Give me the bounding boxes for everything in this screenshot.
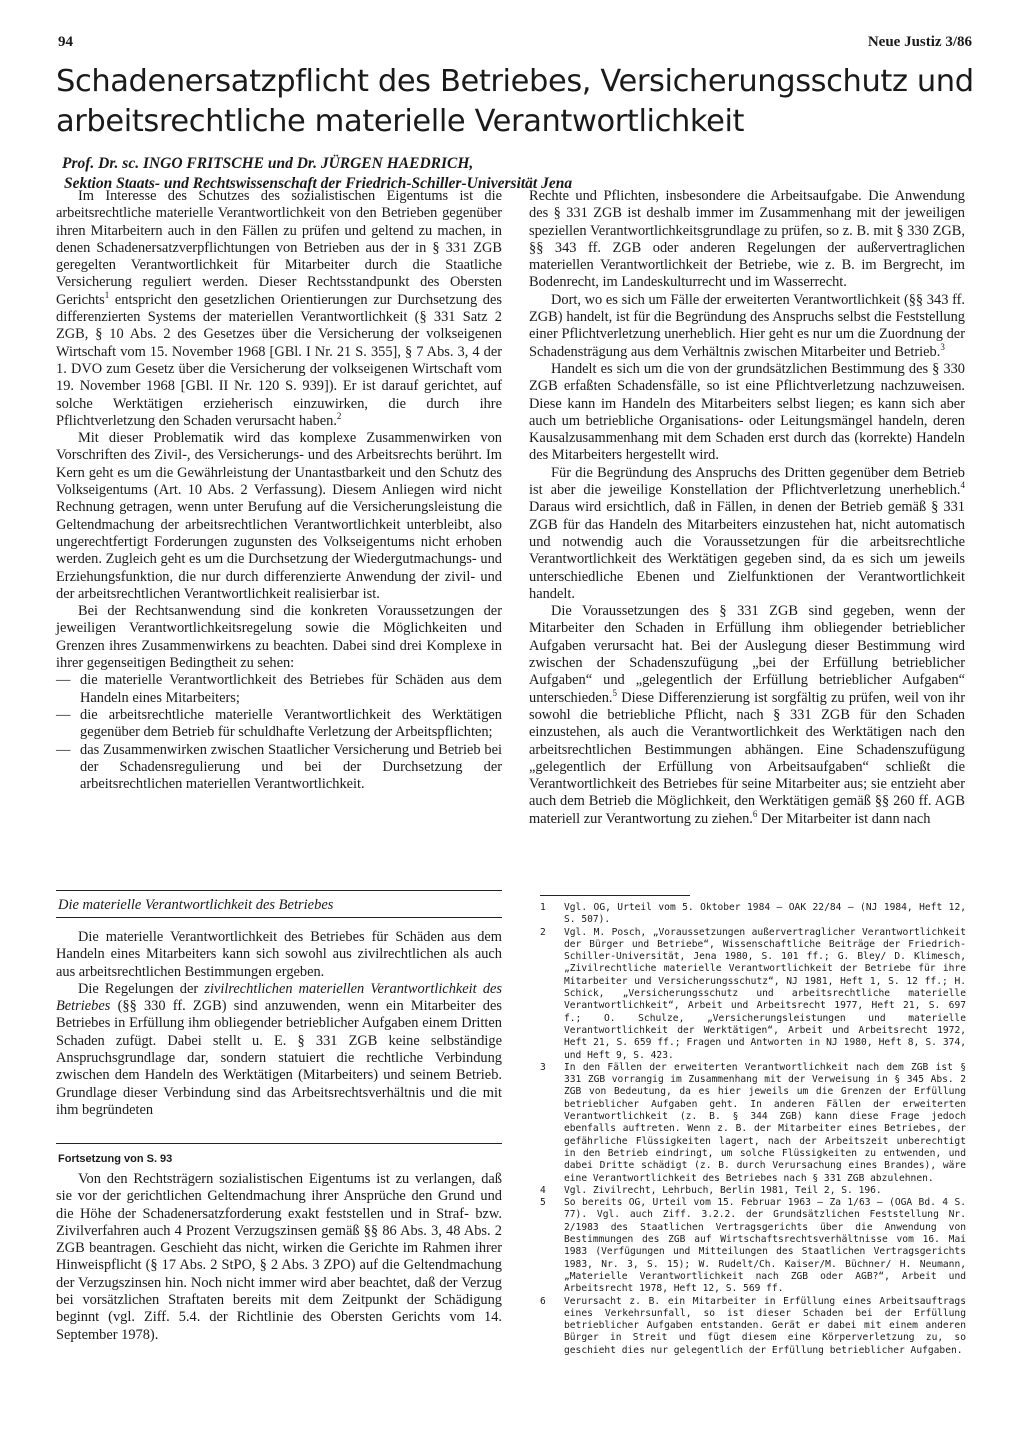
article-title: Schadenersatzpflicht des Betriebes, Versicherungsschutz und arbeitsrechtliche materielle Verantwortlichkeit — [56, 64, 974, 139]
authors-affiliation: Sektion Staats- und Rechtswissenschaft der Friedrich-Schiller-Universität Jena — [64, 175, 573, 192]
paragraph: Im Interesse des Schutzes des sozialistischen Eigentums ist die arbeitsrechtliche materielle Verantwortlichkeit von den Betrieben gegenüber ihren Mitarbeitern auch in den Fällen zu prüfen und geltend zu machen, in denen Schadenersatzverpflichtungen von Betrieben aus der in § 331 ZGB geregelten Verantwortlichkeit für Mitarbeiter durch die Staatliche Versicherung reguliert werden. Dieser Rechtsstandpunkt des Obersten Gerichts$^1$ entspricht den gesetzlichen Orientierungen zur Durchsetzung des differenzierten Systems der materiellen Verantwortlichkeit (§ 331 Satz 2 ZGB, § 10 Abs. 2 des Gesetzes über die Versicherung der volkseigenen Wirtschaft vom 15. November 1968 [GBl. I Nr. 21 S. 355], § 7 Abs. 3, 4 der 1. DVO zum Gesetz über die Versicherung der volkseigenen Wirtschaft vom 19. November 1968 [GBl. II Nr. 120 S. 939]). Er ist darauf gerichtet, auf solche Werktätigen erzieherisch einzuwirken, die durch ihre Pflichtverletzung den Schaden verursacht haben.$^2$ — [56, 188, 502, 429]
left-column-intro — [56, 188, 502, 793]
footnote-divider — [540, 895, 690, 896]
footnote-number: 5 — [540, 1197, 546, 1209]
footnote: 4 Vgl. Zivilrecht, Lehrbuch, Berlin 1981, Teil 2, S. 196. — [540, 1184, 882, 1196]
page-number: 94 — [58, 34, 73, 50]
footnote-number: 3 — [540, 1061, 546, 1073]
paragraph: Die materielle Verantwortlichkeit des Betriebes für Schäden aus dem Handeln eines Mitarbeiters kann sich sowohl aus zivilrechtlichen als auch aus arbeitsrechtlichen Bestimmungen ergeben. — [56, 929, 502, 980]
paragraph: Von den Rechtsträgern sozialistischen Eigentums ist zu verlangen, daß sie vor der gerichtlichen Geltendmachung ihrer Ansprüche den Grund und die Höhe der Schadenersatzforderung exakt feststellen und in Straf- bzw. Zivilverfahren auch 4 Prozent Verzugszinsen gemäß §§ 86 Abs. 3, 48 Abs. 2 ZGB beantragen. Geschieht das nicht, wirken die Gerichte im Rahmen ihrer Hinweispflicht (§ 17 Abs. 2 StPO, § 2 Abs. 3 ZPO) auf die Geltendmachung der Verzugszinsen hin. Noch nicht immer wird aber beachtet, daß der Verzug bei vorsätzlichen Straftaten bereits mit dem Zeitpunkt der Schädigung beginnt (vgl. Ziff. 5.4. der Richtlinie des Obersten Gerichts vom 14. September 1978). — [56, 1171, 502, 1343]
footnote-number: 6 — [540, 1295, 546, 1307]
left-column-section — [56, 929, 502, 1119]
paragraph: Rechte und Pflichten, insbesondere die Arbeitsaufgabe. Die Anwendung des § 331 ZGB ist deshalb immer im Zusammenhang mit der jeweiligen speziellen Verantwortlichkeitsgrundlage zu prüfen, so z. B. mit § 330 ZGB, §§ 343 ff. ZGB oder anderen Regelungen der außervertraglichen materiellen Verantwortlichkeit der Betriebe, wie z. B. im Bergrecht, im Bodenrecht, im Landeskulturrecht und im Wasserrecht. — [529, 188, 965, 291]
paragraph: Dort, wo es sich um Fälle der erweiterten Verantwortlichkeit (§§ 343 ff. ZGB) handelt, ist für die Begründung des Anspruchs selbst die Feststellung einer Pflichtverletzung unerheblich. Hier geht es nur um die Zuordnung der Schadensträgung aus dem Verhältnis zwischen Mitarbeiter und Betrieb.$^3$ — [529, 291, 965, 360]
footnote: 1 Vgl. OG, Urteil vom 5. Oktober 1984 – OAK 22/84 – (NJ 1984, Heft 12, S. 507). — [540, 902, 966, 926]
dash-bullet: — — [56, 706, 71, 723]
complexes-list — [56, 672, 502, 793]
footnotes — [540, 902, 966, 1357]
paragraph: Die Regelungen der zivilrechtlichen materiellen Verantwortlichkeit des Betriebes (§§ 330 ff. ZGB) sind anzuwenden, wenn ein Mitarbeiter des Betriebes in Erfüllung ihm obliegender betrieblicher Aufgaben einem Dritten Schaden zufügt. Dabei stellt u. E. § 331 ZGB keine selbständige Anspruchsgrundlage dar, sondern statuiert die rechtliche Verbindung zwischen dem Handeln des Werktätigen (Mitarbeiters) und seinem Betrieb. Grundlage dieser Verbindung sind das Arbeitsrechtsverhältnis und die mit ihm begründeten — [56, 980, 502, 1118]
dash-bullet: — — [56, 672, 71, 689]
left-column-continuation — [56, 1171, 502, 1344]
footnote: 6 Verursacht z. B. ein Mitarbeiter in Erfüllung eines Arbeitsauftrags eines Verkehrsunfall, so ist dieser Schaden bei der Erfüllung betrieblicher Aufgaben entstanden. Gerät er dabei mit einem anderen Bürger in Streit und fügt diesem eine Körperverletzung zu, so geschieht dies nur gelegentlich der Erfüllung betrieblicher Aufgaben. — [540, 1295, 966, 1356]
paragraph: Bei der Rechtsanwendung sind die konkreten Voraussetzungen der jeweiligen Verantwortlichkeitsregelung sowie die Möglichkeiten und Grenzen ihres Zusammenwirkens zu beachten. Dabei sind drei Komplexe in ihrer gegenseitigen Bedingtheit zu sehen: — [56, 603, 502, 672]
dash-bullet: — — [56, 741, 71, 758]
footnote-number: 1 — [540, 902, 546, 913]
journal-issue: Neue Justiz 3/86 — [867, 34, 972, 50]
footnote: 2 Vgl. M. Posch, „Voraussetzungen außervertraglicher Verantwortlichkeit der Bürger und Betriebe“, Wissenschaftliche Beiträge der Friedrich-Schiller-Universität, Jena 1980, S. 101 ff.; G. Bley/ D. Klimesch, „Zivilrechtliche materielle Verantwortlichkeit der Betriebe für ihre Mitarbeiter und Versicherungsschutz“, NJ 1981, Heft 1, S. 12 ff.; H. Schick, „Versicherungsschutz und arbeitsrechtliche materielle Verantwortlichkeit“, Arbeit und Arbeitsrecht 1977, Heft 21, S. 697 f.; O. Schulze, „Versicherungsleistungen und materielle Verantwortlichkeit der Werktätigen“, Arbeit und Arbeitsrecht 1972, Heft 21, S. 659 ff.; Fragen und Antworten in NJ 1980, Heft 8, S. 374, und Heft 9, S. 423. — [540, 926, 966, 1061]
paragraph: Für die Begründung des Anspruchs des Dritten gegenüber dem Betrieb ist aber die jeweilige Konstellation der Pflichtverletzung unerheblich.$^4$ Daraus wird ersichtlich, daß in Fällen, in denen der Betrieb gemäß § 331 ZGB für das Handeln des Mitarbeiters einzustehen hat, nicht automatisch und notwendig auch die Voraussetzungen für die arbeitsrechtliche Verantwortlichkeit des Werktätigen gegeben sind, da es sich um jeweils unterschiedliche Ebenen und Zielfunktionen der Verantwortlichkeit handelt. — [529, 464, 965, 602]
footnote-number: 4 — [540, 1184, 546, 1196]
right-column — [529, 188, 965, 828]
footnote-ref[interactable]: 5 — [612, 687, 618, 698]
paragraph: Mit dieser Problematik wird das komplexe Zusammenwirken von Vorschriften des Zivil-, des Versicherungs- und des Arbeitsrechts berührt. Im Kern geht es um die Gewährleistung der Unantastbarkeit und den Schutz des Volkseigentums (Art. 10 Abs. 2 Verfassung). Diesem Anliegen wird nicht Rechnung getragen, wenn unter Berufung auf die Versicherungsleistung die Geltendmachung der arbeitsrechtlichen Verantwortlichkeit unterbleibt, also ungerechtfertigt Forderungen zugunsten des Volkseigentums nicht erhoben werden. Zugleich geht es um die Durchsetzung der Wiedergutmachungs- und Erziehungsfunktion, die nur durch differenzierte Anwendung der zivil- und der arbeitsrechtlichen Verantwortlichkeit realisierbar ist. — [56, 430, 502, 602]
footnote: 3 In den Fällen der erweiterten Verantwortlichkeit nach dem ZGB ist § 331 ZGB vorrangig im Zusammenhang mit der Verweisung in § 345 Abs. 2 ZGB von Bedeutung, da es hier jeweils um die Grenzen der Erfüllung betrieblicher Aufgaben geht. In anderen Fällen der erweiterten Verantwortlichkeit (z. B. § 344 ZGB) kann diese Frage jedoch ebenfalls auftreten. Wenn z. B. der Mitarbeiter eines Betriebes, der gefährliche Flüssigkeiten lagert, nach der Arbeitszeit unberechtigt in den Betrieb eindringt, um solche Flüssigkeiten zu entwenden, und dabei Dritte schädigt (z. B. durch Verursachung eines Brandes), wäre eine Verantwortlichkeit des Betriebes nach § 331 ZGB abzulehnen. — [540, 1061, 966, 1184]
list-item: — die arbeitsrechtliche materielle Verantwortlichkeit des Werktätigen gegenüber dem Betrieb für schuldhafte Verletzung der Arbeitspflichten; — [56, 706, 502, 741]
footnote-ref[interactable]: 3 — [940, 341, 945, 352]
footnote-ref[interactable]: 4 — [960, 480, 965, 491]
divider — [56, 890, 502, 891]
list-item: — die materielle Verantwortlichkeit des Betriebes für Schäden aus dem Handeln eines Mitarbeiters; — [56, 672, 502, 706]
footnote-ref[interactable]: 6 — [752, 808, 758, 819]
continuation-heading: Fortsetzung von S. 93 — [58, 1153, 173, 1165]
footnote-ref[interactable]: 2 — [336, 411, 342, 422]
footnote: 5 So bereits OG, Urteil vom 15. Februar 1963 – Za 1/63 – (OGA Bd. 4 S. 77). Vgl. auch Ziff. 3.2.2. der Grundsätzlichen Feststellung Nr. 2/1983 des Staatlichen Vertragsgerichts über die Anwendung von Bestimmungen des ZGB auf Wirtschaftsrechtsverhältnisse vom 16. Mai 1983 (Verfügungen und Mitteilungen des Staatlichen Vertragsgerichts 1983, Nr. 3, S. 15); W. Rudelt/Ch. Kaiser/M. Büchner/ H. Neumann, „Materielle Verantwortlichkeit nach ZGB oder AGB?“, Arbeit und Arbeitsrecht 1978, Heft 12, S. 569 ff. — [540, 1197, 966, 1295]
paragraph: Handelt es sich um die von der grundsätzlichen Bestimmung des § 330 ZGB erfaßten Schadensfälle, so ist eine Pflichtverletzung nachzuweisen. Diese kann im Handeln des Mitarbeiters selbst liegen; es kann sich aber auch um betriebliche Organisations- oder Leitungsmängel handeln, deren Kausalzusammenhang mit dem Schaden erst durch das (korrekte) Handeln des Mitarbeiters hergestellt wird. — [529, 360, 965, 464]
section-heading: Die materielle Verantwortlichkeit des Betriebes — [58, 897, 334, 913]
list-item: — das Zusammenwirken zwischen Staatlicher Versicherung und Betrieb bei der Schadensregulierung und bei der Durchsetzung der arbeitsrechtlichen materiellen Verantwortlichkeit. — [56, 741, 502, 793]
page-header — [0, 34, 1024, 54]
footnote-number: 2 — [540, 926, 546, 938]
authors-names: Prof. Dr. sc. INGO FRITSCHE und Dr. JÜRGEN HAEDRICH, — [62, 155, 474, 172]
divider — [56, 917, 502, 918]
paragraph: Die Voraussetzungen des § 331 ZGB sind gegeben, wenn der Mitarbeiter den Schaden in Erfüllung ihm obliegender betrieblicher Aufgaben verursacht hat. Bei der Auslegung dieser Bestimmung wird zwischen der Schadenszufügung „bei der Erfüllung betrieblicher Aufgaben“ und „gelegentlich der Erfüllung betrieblicher Aufgaben“ unterschieden.$^5$ Diese Differenzierung ist sorgfältig zu prüfen, weil von ihr sowohl die betriebliche Pflicht, nach § 331 ZGB für den Schaden einzustehen, als auch die Verantwortlichkeit des Werktätigen nach den arbeitsrechtlichen Bestimmungen abhängen. Eine Schadenszufügung „gelegentlich der Erfüllung von Arbeitsaufgaben“ schließt die Verantwortlichkeit des Betriebes für seine Mitarbeiter aus; sie entzieht aber auch dem Betrieb die Möglichkeit, den Werktätigen gemäß §§ 260 ff. AGB materiell zur Verantwortung zu ziehen.$^6$ Der Mitarbeiter ist dann nach — [529, 603, 965, 827]
footnote-ref[interactable]: 1 — [104, 289, 110, 300]
divider — [56, 1143, 502, 1144]
